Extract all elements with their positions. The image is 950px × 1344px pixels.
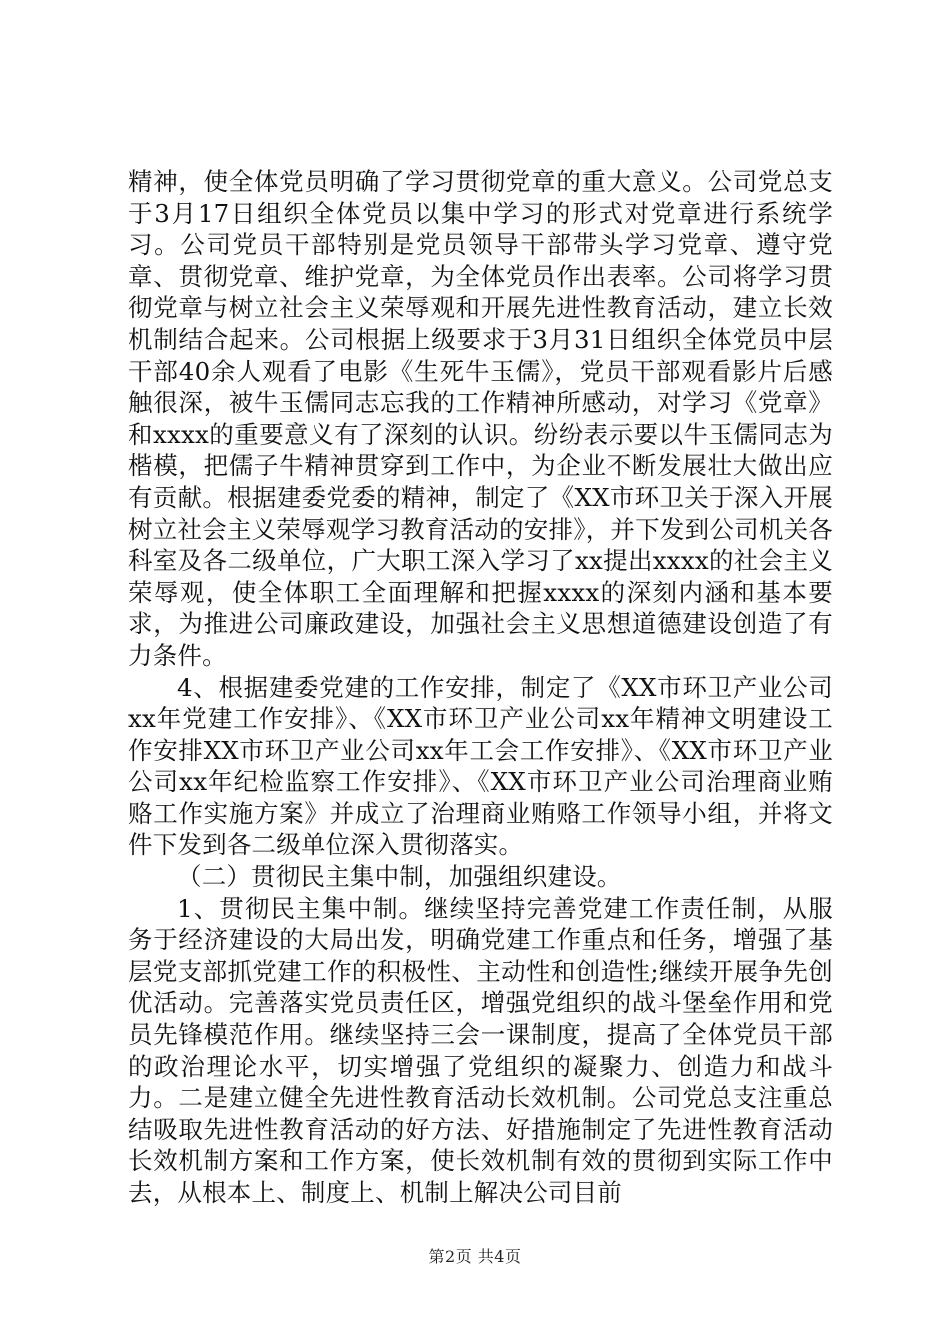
paragraph-continuation: 精神，使全体党员明确了学习贯彻党章的重大意义。公司党总支于3月17日组织全体党员以集中学习的形式对党章进行系统学习。公司党员干部特别是党员领导干部带头学习党章、遵守党章、贯彻党章、维护党章，为全体党员作出表率。公司将学习贯彻党章与树立社会主义荣辱观和开展先进性教育活动，建立长效机制结合起来。公司根据上级要求于3月31日组织全体党员中层干部40余人观看了电影《生死牛玉儒》，党员干部观看影片后感触很深，被牛玉儒同志忘我的工作精神所感动，对学习《党章》和xxxx的重要意义有了深刻的认识。纷纷表示要以牛玉儒同志为楷模，把儒子牛精神贯穿到工作中，为企业不断发展壮大做出应有贡献。根据建委党委的精神，制定了《XX市环卫关于深入开展树立社会主义荣辱观学习教育活动的安排》，并下发到公司机关各科室及各二级单位，广大职工深入学习了xx提出xxxx的社会主义荣辱观，使全体职工全面理解和把握xxxx的深刻内涵和基本要求，为推进公司廉政建设，加强社会主义思想道德建设创造了有力条件。 <box>128 167 833 670</box>
paragraph-item-1: 1、贯彻民主集中制。继续坚持完善党建工作责任制，从服务于经济建设的大局出发，明确党建工作重点和任务，增强了基层党支部抓党建工作的积极性、主动性和创造性;继续开展争先创优活动。完善落实党员责任区，增强党组织的战斗堡垒作用和党员先锋模范作用。继续坚持三会一课制度，提高了全体党员干部的政治理论水平，切实增强了党组织的凝聚力、创造力和战斗力。二是建立健全先进性教育活动长效机制。公司党总支注重总结吸取先进性教育活动的好方法、好措施制定了先进性教育活动长效机制方案和工作方案，使长效机制有效的贯彻到实际工作中去，从根本上、制度上、机制上解决公司目前 <box>128 893 833 1207</box>
section-heading-2: （二）贯彻民主集中制，加强组织建设。 <box>177 862 622 892</box>
paragraph-item-4: 4、根据建委党建的工作安排，制定了《XX市环卫产业公司xx年党建工作安排》、《XX市环卫产业公司xx年精神文明建设工作安排XX市环卫产业公司xx年工会工作安排》、《XX市环卫产业公司xx年纪检监察工作安排》、《XX市环卫产业公司治理商业贿赂工作实施方案》并成立了治理商业贿赂工作领导小组，并将文件下发到各二级单位深入贯彻落实。 <box>128 672 833 860</box>
document-body <box>128 166 833 1209</box>
page-footer: 第2页 共4页 <box>428 1247 522 1266</box>
